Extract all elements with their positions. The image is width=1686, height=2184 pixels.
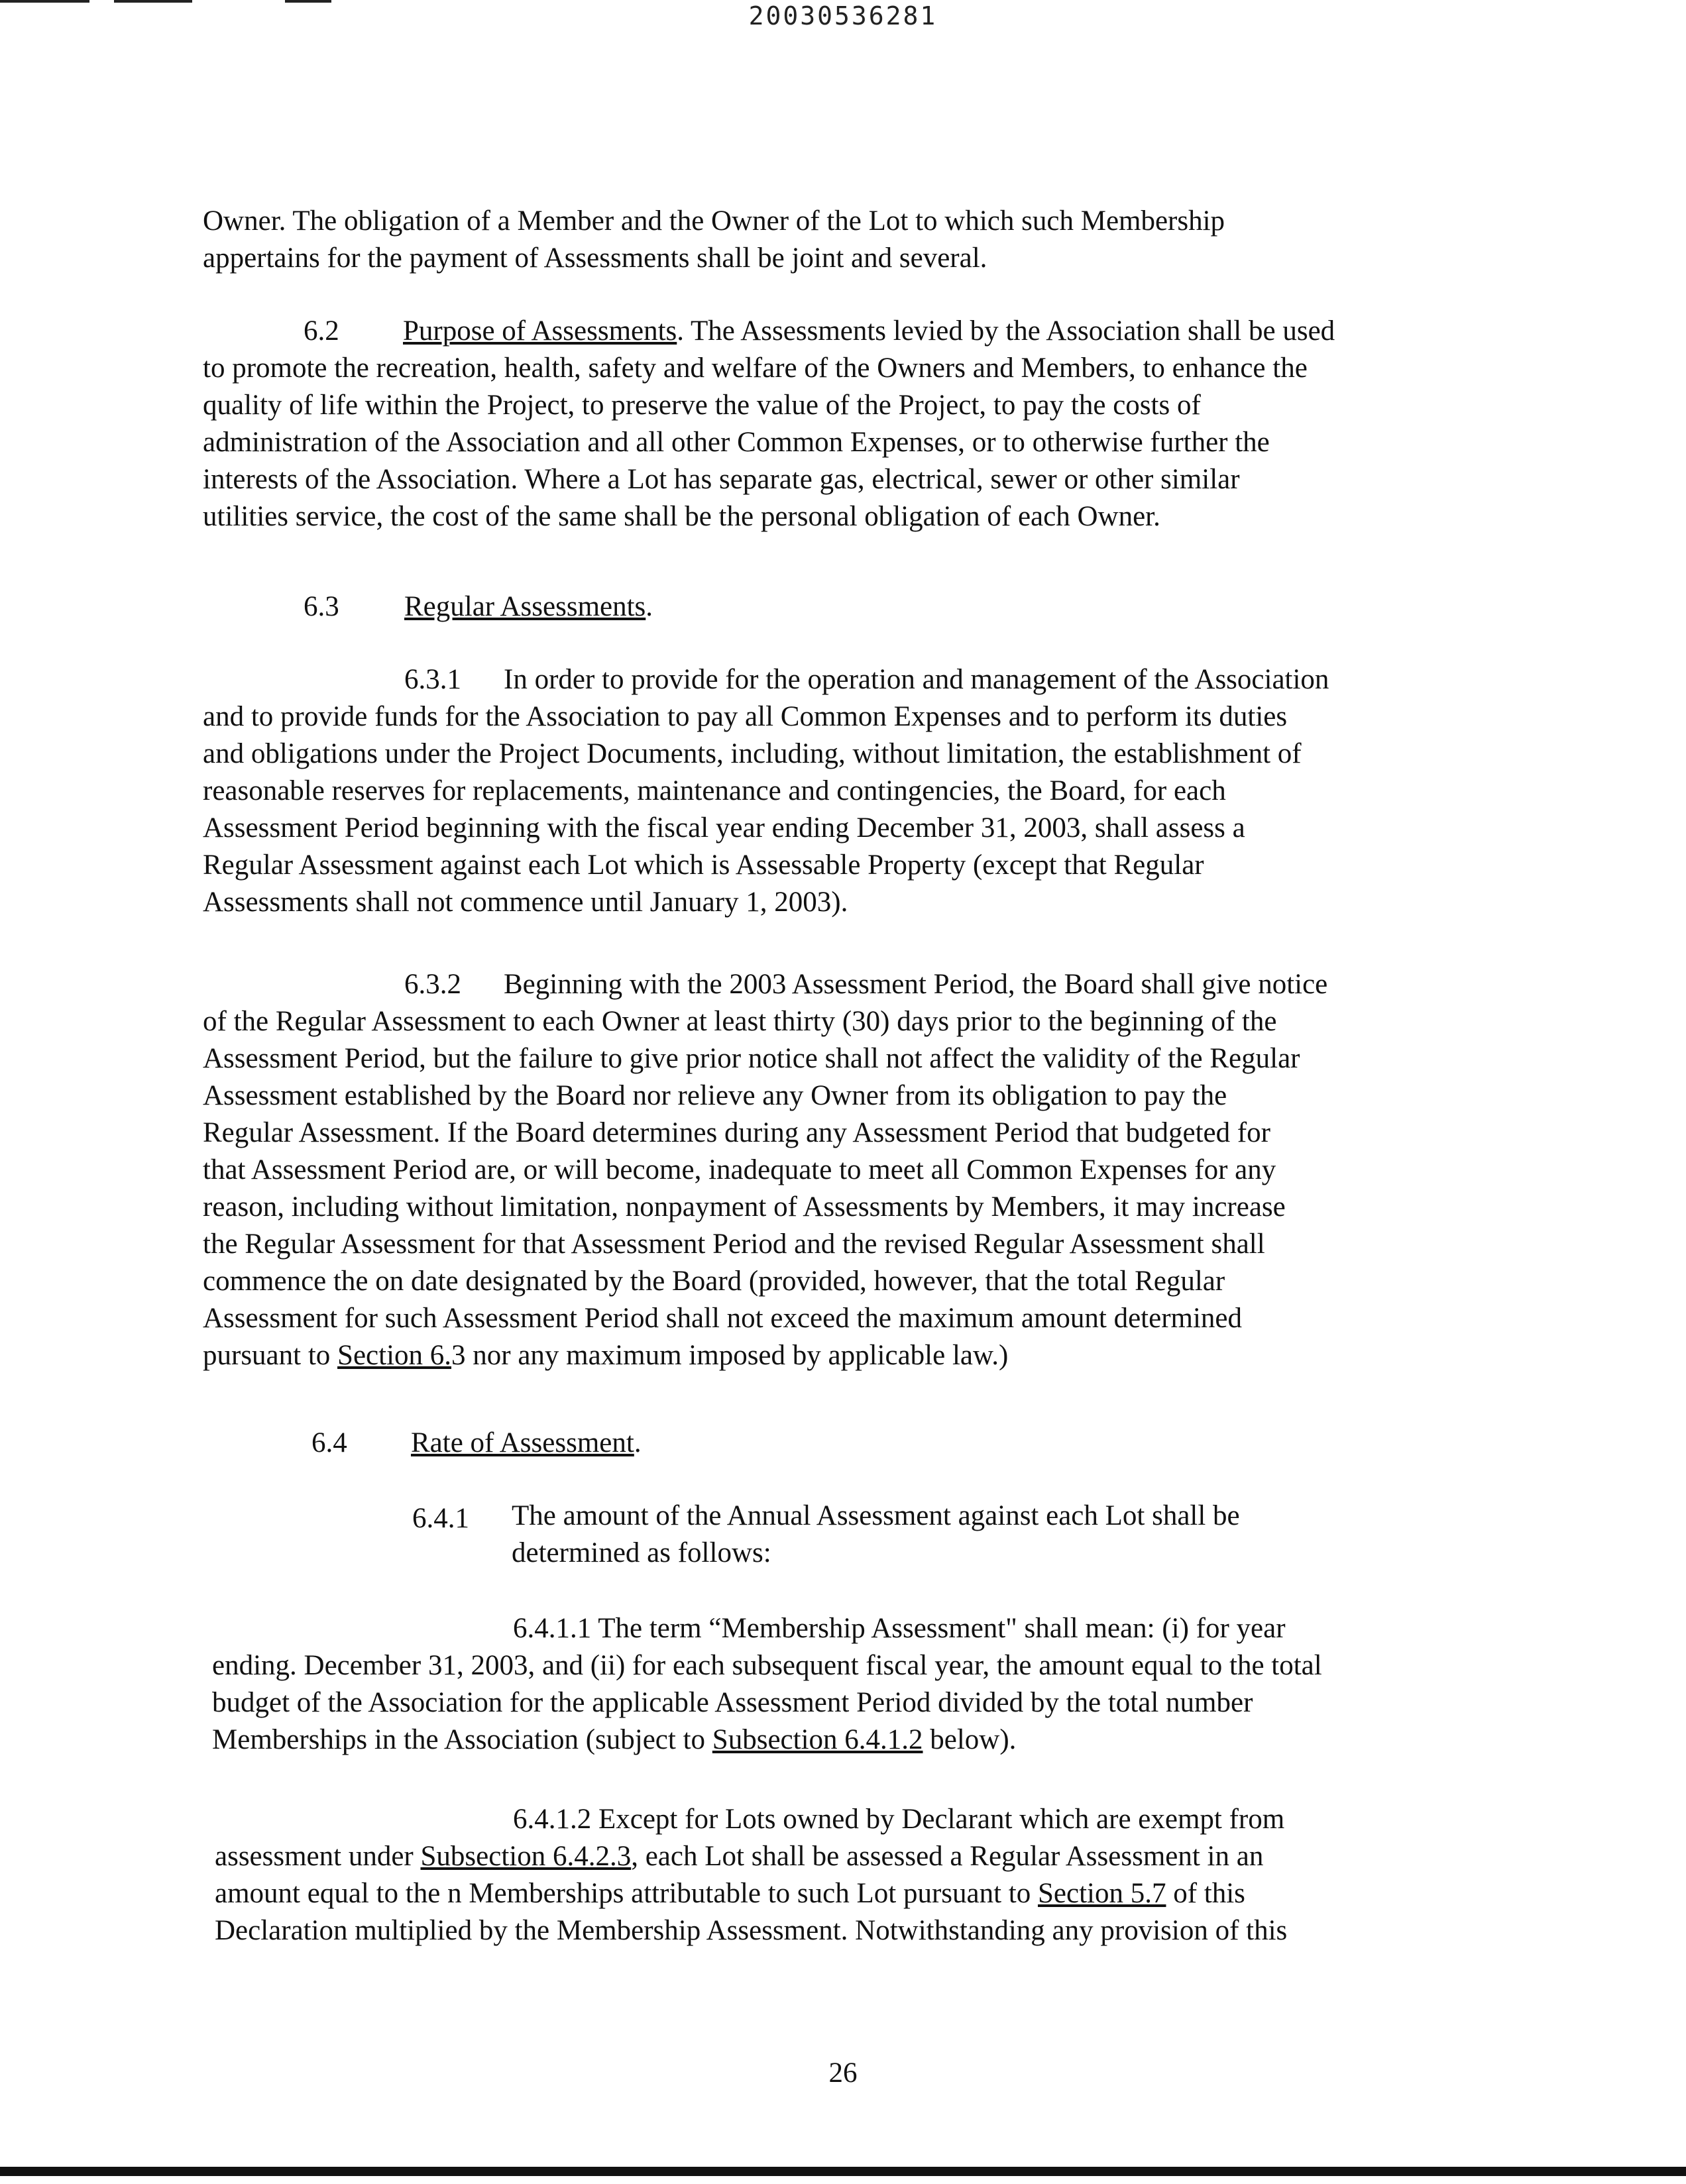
text-fragment: Memberships in the Association (subject to	[212, 1724, 712, 1755]
text-fragment: .	[646, 591, 653, 622]
text-line	[203, 966, 1327, 1003]
text-fragment: , each Lot shall be assessed a Regular Assessment in an	[631, 1841, 1264, 1872]
text-line: budget of the Association for the applicable Assessment Period divided by the total number	[212, 1687, 1253, 1718]
section-6-4-1-1	[212, 1610, 1322, 1759]
text-line: and to provide funds for the Association to pay all Common Expenses and to perform its duties	[203, 701, 1288, 732]
text-line: commence the on date designated by the Board (provided, however, that the total Regular	[203, 1266, 1225, 1297]
text-fragment: assessment under	[215, 1841, 421, 1872]
text-line: Regular Assessment. If the Board determines during any Assessment Period that budgeted for	[203, 1117, 1270, 1148]
text-line: Assessment Period beginning with the fiscal year ending December 31, 2003, shall assess a	[203, 812, 1245, 844]
cross-reference: Section 5.7	[1037, 1878, 1166, 1909]
text-line: the Regular Assessment for that Assessment Period and the revised Regular Assessment shall	[203, 1228, 1265, 1260]
text-line	[212, 1721, 1322, 1759]
section-number: 6.3.1	[404, 664, 461, 695]
text-line: Regular Assessment against each Lot which is Assessable Property (except that Regular	[203, 849, 1204, 881]
text-fragment: In order to provide for the operation and management of the Association	[504, 664, 1329, 695]
section-number: 6.4	[311, 1427, 347, 1458]
text-line: Assessment Period, but the failure to give prior notice shall not affect the validity of the Regular	[203, 1043, 1300, 1074]
cross-reference: Subsection 6.4.2.3	[420, 1841, 632, 1872]
cross-reference: Subsection 6.4.1.2	[712, 1724, 923, 1755]
text-line: and obligations under the Project Documents, including, without limitation, the establishment of	[203, 738, 1302, 769]
text-line: interests of the Association. Where a Lot has separate gas, electrical, sewer or other similar	[203, 464, 1240, 495]
section-6-3-2	[203, 966, 1327, 1374]
text-line: determined as follows:	[512, 1537, 771, 1568]
text-fragment: Beginning with the 2003 Assessment Period, the Board shall give notice	[504, 969, 1328, 1000]
text-line: The amount of the Annual Assessment against each Lot shall be	[512, 1500, 1240, 1531]
text-fragment: .	[634, 1427, 642, 1458]
text-line: utilities service, the cost of the same shall be the personal obligation of each Owner.	[203, 501, 1160, 532]
cross-reference: Section 6.	[337, 1340, 452, 1371]
text-fragment: 3 nor any maximum imposed by applicable law.)	[451, 1340, 1009, 1371]
section-6-4-1	[512, 1498, 1240, 1572]
text-line: Assessments shall not commence until January 1, 2003).	[203, 887, 848, 918]
section-6-2	[203, 313, 1335, 535]
section-number: 6.2	[304, 315, 339, 347]
section-6-3	[304, 588, 653, 626]
section-6-4-1-2	[215, 1801, 1287, 1949]
text-line	[304, 588, 653, 626]
text-line	[215, 1875, 1287, 1912]
text-line	[203, 1337, 1327, 1374]
page-number: 26	[828, 2057, 858, 2089]
text-line: ending. December 31, 2003, and (ii) for each subsequent fiscal year, the amount equal to the total	[212, 1650, 1322, 1681]
text-line	[215, 1838, 1287, 1875]
text-line: 6.4.1.1 The term “Membership Assessment" shall mean: (i) for year	[513, 1613, 1286, 1644]
text-line: Assessment for such Assessment Period shall not exceed the maximum amount determined	[203, 1303, 1243, 1334]
text-fragment: . The Assessments levied by the Association shall be used	[677, 315, 1335, 347]
section-title: Purpose of Assessments	[403, 315, 677, 347]
paragraph-continuation	[203, 203, 1225, 277]
section-number: 6.3.2	[404, 969, 461, 1000]
text-line	[203, 313, 1335, 350]
text-line: Assessment established by the Board nor relieve any Owner from its obligation to pay the	[203, 1080, 1227, 1111]
text-line: appertains for the payment of Assessments shall be joint and several.	[203, 243, 987, 274]
section-number: 6.4.1	[412, 1503, 469, 1534]
text-line: quality of life within the Project, to preserve the value of the Project, to pay the costs of	[203, 390, 1201, 421]
section-6-4	[311, 1425, 642, 1462]
text-line	[311, 1425, 642, 1462]
section-number: 6.3	[304, 591, 339, 622]
document-number: 20030536281	[748, 1, 938, 30]
text-fragment: amount equal to the n Memberships attributable to such Lot pursuant to	[215, 1878, 1038, 1909]
text-fragment: pursuant to	[203, 1340, 338, 1371]
scan-edge-bar	[0, 2167, 1686, 2176]
text-line: administration of the Association and all other Common Expenses, or to otherwise further the	[203, 427, 1270, 458]
text-line: Declaration multiplied by the Membership Assessment. Notwithstanding any provision of this	[215, 1915, 1288, 1946]
text-line: to promote the recreation, health, safety and welfare of the Owners and Members, to enhance the	[203, 353, 1308, 384]
section-6-3-1	[203, 661, 1329, 921]
text-line: 6.4.1.2 Except for Lots owned by Declarant which are exempt from	[513, 1804, 1285, 1835]
text-line: reason, including without limitation, nonpayment of Assessments by Members, it may increase	[203, 1191, 1286, 1223]
text-line: of the Regular Assessment to each Owner at least thirty (30) days prior to the beginning of the	[203, 1006, 1277, 1037]
text-fragment: of this	[1166, 1878, 1245, 1909]
section-title: Regular Assessments	[404, 591, 646, 622]
text-line	[203, 661, 1329, 698]
text-line: that Assessment Period are, or will become, inadequate to meet all Common Expenses for any	[203, 1154, 1276, 1185]
text-fragment: below).	[923, 1724, 1017, 1755]
text-line: Owner. The obligation of a Member and the Owner of the Lot to which such Membership	[203, 205, 1225, 237]
text-line: reasonable reserves for replacements, maintenance and contingencies, the Board, for each	[203, 775, 1226, 806]
section-title: Rate of Assessment	[411, 1427, 634, 1458]
